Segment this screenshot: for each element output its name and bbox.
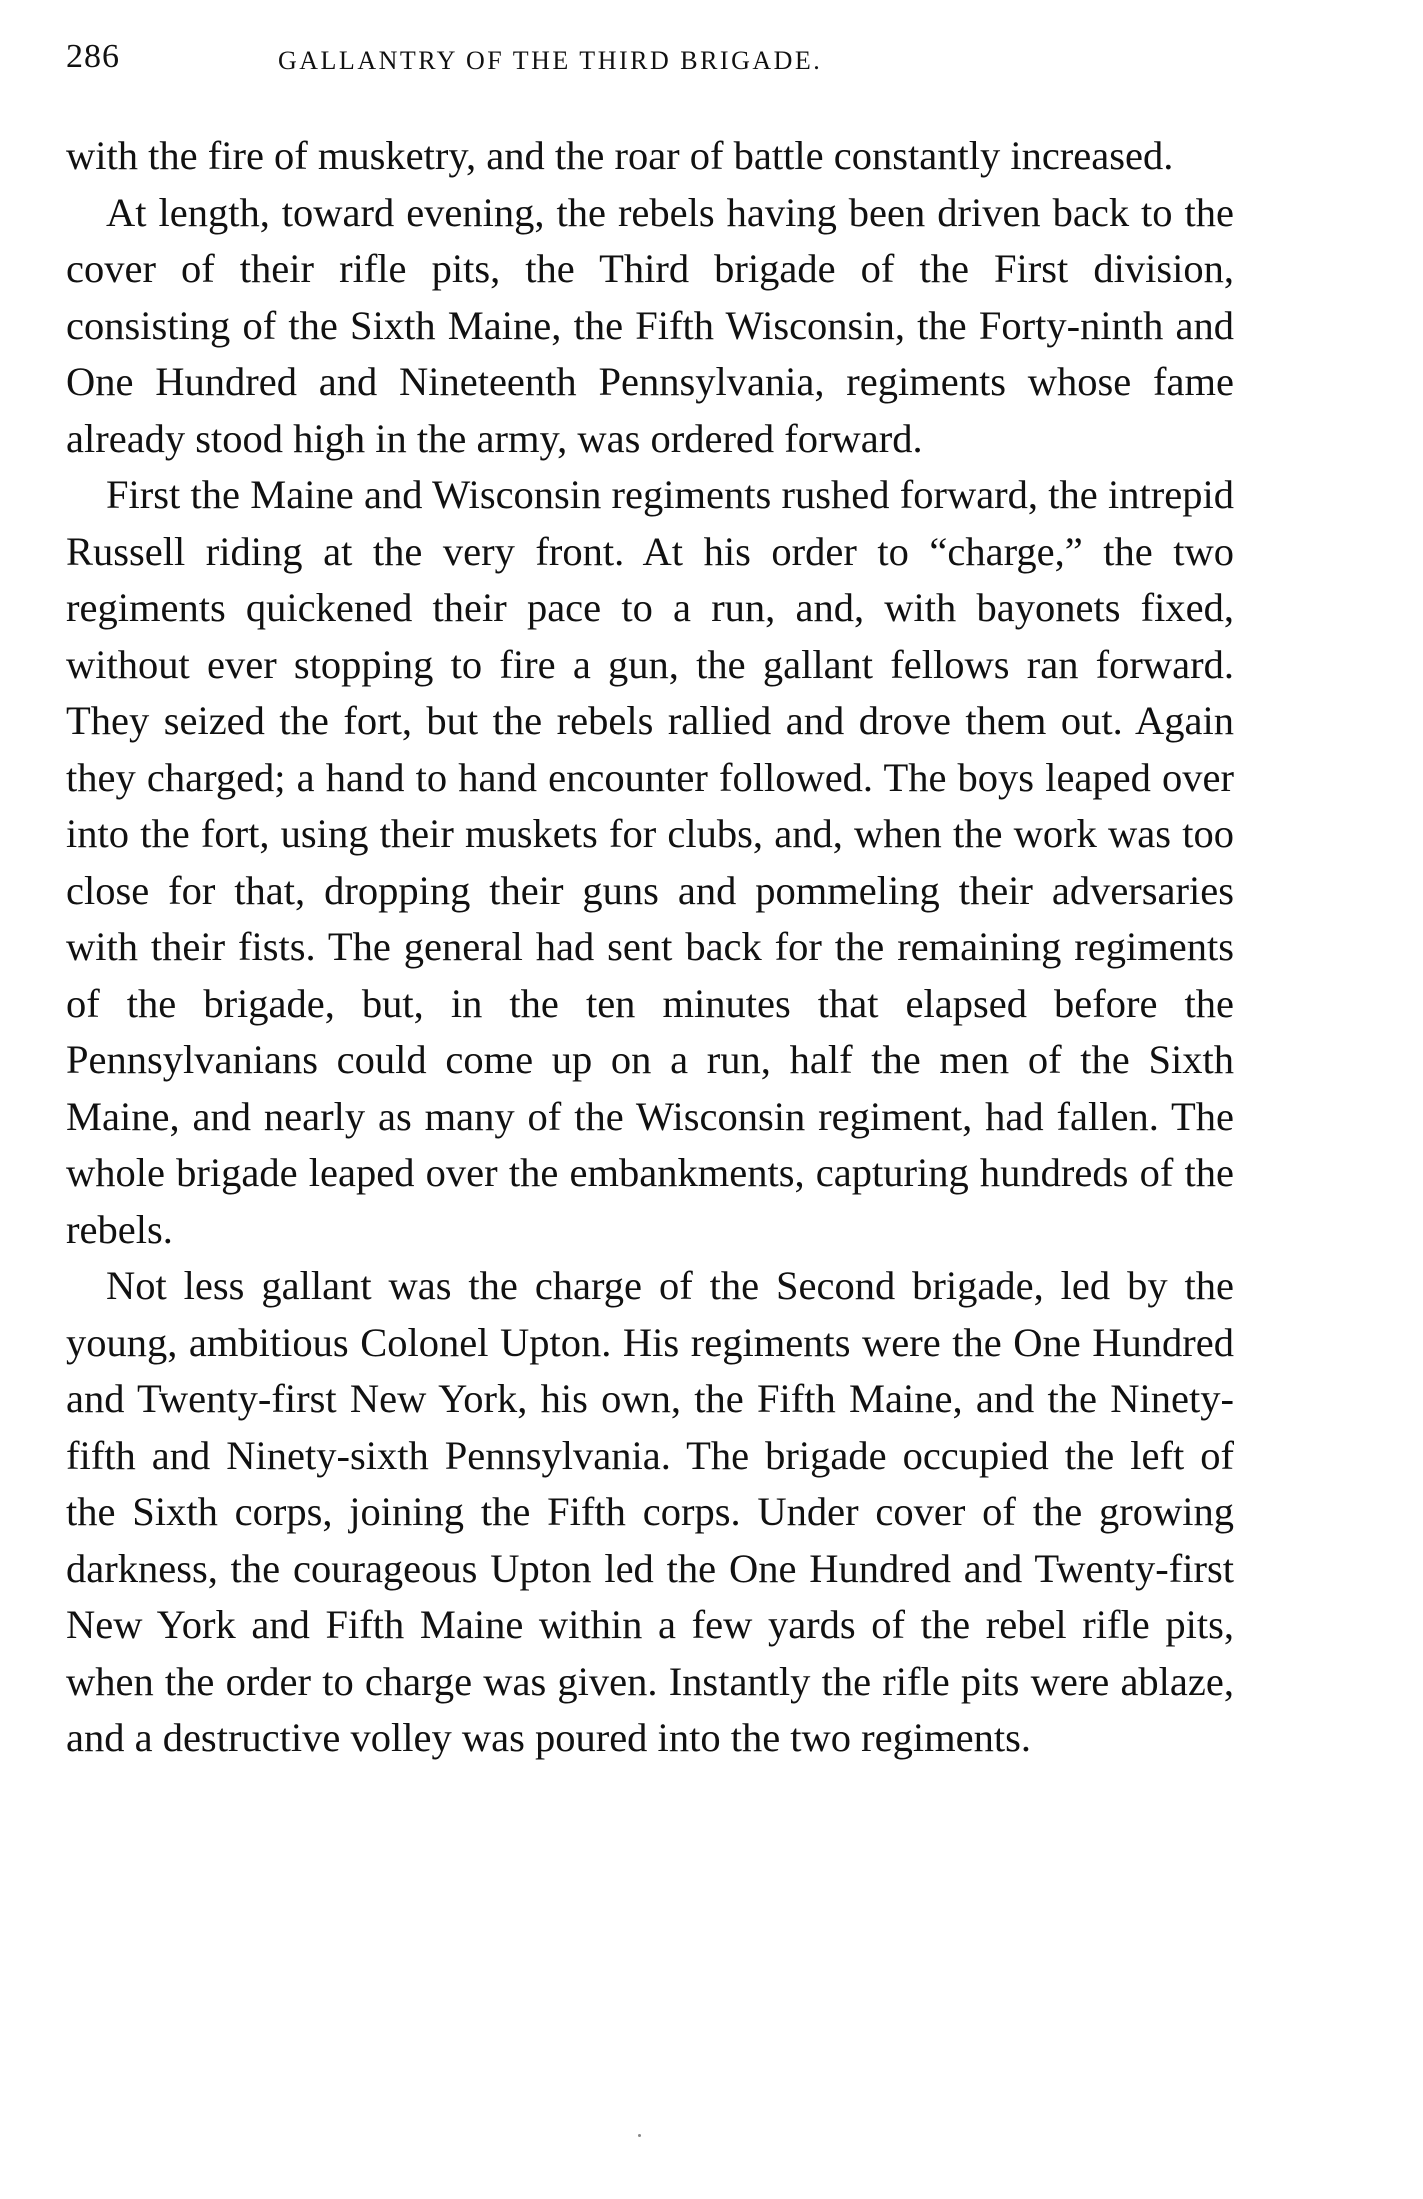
paragraph-maine-wisconsin-charge: First the Maine and Wisconsin regiments rushed forward, the intrepid Russell riding at the very front. At his order to “charge,” the two regiments quickened their pace to a run, and, with bayonets fixed, without ever stopping to fire a gun, the gallant fellows ran forward. They seized the fort, but the rebels rallied and drove them out. Again they charged; a hand to hand encounter followed. The boys leaped over into the fort, using their muskets for clubs, and, when the work was too close for that, dropping their guns and pommeling their adversaries with their fists. The general had sent back for the remaining regiments of the brigade, but, in the ten minutes that elapsed before the Pennsylvanians could come up on a run, half the men of the Sixth Maine, and nearly as many of the Wisconsin regiment, had fallen. The whole brigade leaped over the embankments, capturing hundreds of the rebels. <box>66 472 1234 1252</box>
print-mark <box>638 2134 641 2137</box>
running-head <box>66 38 1234 88</box>
paragraph-second-brigade-charge: Not less gallant was the charge of the Second brigade, led by the young, ambitious Colonel Upton. His regiments were the One Hundred and Twenty-first New York, his own, the Fifth Maine, and the Ninety-fifth and Ninety-sixth Pennsylvania. The brigade occupied the left of the Sixth corps, joining the Fifth corps. Under cover of the growing darkness, the courageous Upton led the One Hundred and Twenty-first New York and Fifth Maine within a few yards of the rebel rifle pits, when the order to charge was given. Instantly the rifle pits were ablaze, and a destructive volley was poured into the two regiments. <box>66 1263 1234 1760</box>
paragraph-continued: with the fire of musketry, and the roar of battle constantly increased. <box>66 133 1174 178</box>
book-page <box>66 38 1234 1767</box>
body-text <box>66 128 1234 1767</box>
page-number: 286 <box>66 38 120 75</box>
running-title: GALLANTRY OF THE THIRD BRIGADE. <box>278 46 823 75</box>
paragraph-third-brigade-advance: At length, toward evening, the rebels having been driven back to the cover of their rifle pits, the Third brigade of the First division, consisting of the Sixth Maine, the Fifth Wisconsin, the Forty-ninth and One Hundred and Nineteenth Pennsylvania, regiments whose fame already stood high in the army, was ordered forward. <box>66 189 1234 461</box>
